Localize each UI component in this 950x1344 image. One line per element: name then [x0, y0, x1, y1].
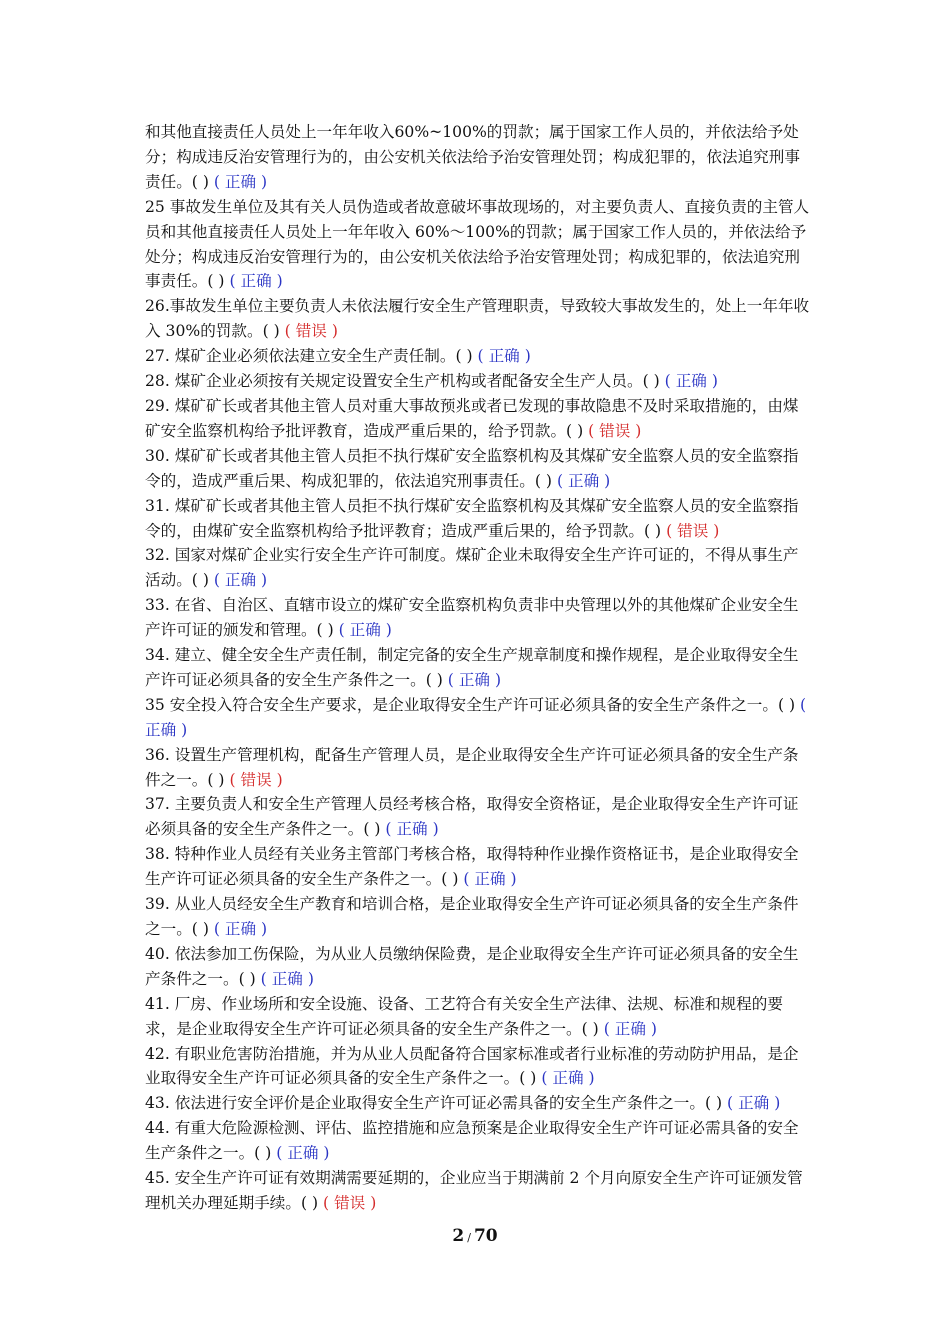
question-text: 27. 煤矿企业必须依法建立安全生产责任制。( ) — [145, 347, 478, 366]
question-text: 28. 煤矿企业必须按有关规定设置安全生产机构或者配备安全生产人员。( ) — [145, 372, 665, 391]
question-item — [145, 792, 813, 842]
question-item — [145, 394, 813, 444]
answer-correct: ( 正确 ) — [229, 272, 283, 291]
current-page: 2 — [452, 1226, 465, 1246]
question-text: 40. 依法参加工伤保险，为从业人员缴纳保险费，是企业取得安全生产许可证必须具备的安全生产条件之一。( ) — [145, 944, 799, 988]
question-item — [145, 294, 813, 344]
question-item — [145, 543, 813, 593]
page-number — [0, 1226, 950, 1246]
question-text: 和其他直接责任人员处上一年年收入60%~100%的罚款；属于国家工作人员的，并依法给予处分；构成违反治安管理行为的，由公安机关依法给予治安管理处罚；构成犯罪的，依法追究刑事责任。( ) — [145, 123, 800, 191]
question-item — [145, 1091, 813, 1116]
question-item — [145, 120, 813, 195]
question-text: 43. 依法进行安全评价是企业取得安全生产许可证必需具备的安全生产条件之一。( ) — [145, 1094, 728, 1113]
question-item — [145, 1116, 813, 1166]
question-item — [145, 1166, 813, 1216]
answer-correct: ( 正确 ) — [477, 347, 531, 366]
answer-wrong: ( 错误 ) — [666, 521, 720, 540]
question-text: 30. 煤矿矿长或者其他主管人员拒不执行煤矿安全监察机构及其煤矿安全监察人员的安全监察指令的，造成严重后果、构成犯罪的，依法追究刑事责任。( ) — [145, 446, 799, 490]
question-text: 45. 安全生产许可证有效期满需要延期的，企业应当于期满前 2 个月向原安全生产许可证颁发管理机关办理延期手续。( ) — [145, 1169, 803, 1212]
question-text: 35 安全投入符合安全生产要求，是企业取得安全生产许可证必须具备的安全生产条件之一。( ) — [145, 695, 801, 714]
question-item — [145, 842, 813, 892]
question-text: 25 事故发生单位及其有关人员伪造或者故意破坏事故现场的，对主要负责人、直接负责的主管人员和其他直接责任人员处上一年年收入 60%～100%的罚款；属于国家工作人员的，并依法给予处分；构成违反治安管理行为的，由公安机关依法给予治安管理处罚；构成犯罪的，依法追究刑事责任。( ) — [145, 197, 810, 291]
answer-correct: ( 正确 ) — [338, 621, 392, 640]
question-text: 29. 煤矿矿长或者其他主管人员对重大事故预兆或者已发现的事故隐患不及时采取措施的，由煤矿安全监察机构给予批评教育，造成严重后果的，给予罚款。( ) — [145, 396, 799, 440]
question-item — [145, 1042, 813, 1092]
question-text: 44. 有重大危险源检测、评估、监控措施和应急预案是企业取得安全生产许可证必需具备的安全生产条件之一。( ) — [145, 1119, 799, 1163]
question-text: 33. 在省、自治区、直辖市设立的煤矿安全监察机构负责非中央管理以外的其他煤矿企业安全生产许可证的颁发和管理。( ) — [145, 596, 799, 640]
question-text: 42. 有职业危害防治措施，并为从业人员配备符合国家标准或者行业标准的劳动防护用品，是企业取得安全生产许可证必须具备的安全生产条件之一。( ) — [145, 1044, 799, 1088]
question-text: 37. 主要负责人和安全生产管理人员经考核合格，取得安全资格证，是企业取得安全生产许可证必须具备的安全生产条件之一。( ) — [145, 795, 799, 839]
answer-correct: ( 正确 ) — [385, 820, 439, 839]
answer-correct: ( 正确 ) — [260, 969, 314, 988]
question-item — [145, 693, 813, 743]
question-item — [145, 892, 813, 942]
answer-wrong: ( 错误 ) — [588, 421, 642, 440]
answer-correct: ( 正确 ) — [603, 1019, 657, 1038]
answer-wrong: ( 错误 ) — [229, 770, 283, 789]
answer-wrong: ( 错误 ) — [323, 1193, 377, 1212]
question-item — [145, 593, 813, 643]
answer-correct: ( 正确 ) — [664, 372, 718, 391]
question-list — [145, 120, 813, 1216]
question-text: 34. 建立、健全安全生产责任制，制定完备的安全生产规章制度和操作规程，是企业取得安全生产许可证必须具备的安全生产条件之一。( ) — [145, 646, 799, 689]
question-item — [145, 494, 813, 544]
question-item — [145, 195, 813, 295]
question-item — [145, 344, 813, 369]
question-text: 31. 煤矿矿长或者其他主管人员拒不执行煤矿安全监察机构及其煤矿安全监察人员的安全监察指令的，由煤矿安全监察机构给予批评教育；造成严重后果的，给予罚款。( ) — [145, 496, 799, 540]
question-text: 38. 特种作业人员经有关业务主管部门考核合格，取得特种作业操作资格证书，是企业取得安全生产许可证必须具备的安全生产条件之一。( ) — [145, 845, 799, 889]
answer-correct: ( 正确 ) — [556, 471, 611, 490]
question-text: 39. 从业人员经安全生产教育和培训合格，是企业取得安全生产许可证必须具备的安全生产条件之一。( ) — [145, 895, 799, 938]
question-item — [145, 643, 813, 693]
total-pages: 70 — [473, 1226, 498, 1246]
question-text: 26.事故发生单位主要负责人未依法履行安全生产管理职责，导致较大事故发生的，处上一年年收入 30%的罚款。( ) — [145, 297, 810, 341]
question-item — [145, 743, 813, 793]
answer-correct: ( 正确 ) — [213, 571, 268, 590]
question-text: 36. 设置生产管理机构，配备生产管理人员，是企业取得安全生产许可证必须具备的安全生产条件之一。( ) — [145, 745, 799, 789]
answer-correct: ( 正确 ) — [145, 695, 807, 739]
answer-correct: ( 正确 ) — [541, 1069, 595, 1088]
question-item — [145, 369, 813, 394]
question-text: 41. 厂房、作业场所和安全设施、设备、工艺符合有关安全生产法律、法规、标准和规程的要求，是企业取得安全生产许可证必须具备的安全生产条件之一。( ) — [145, 994, 783, 1038]
question-item — [145, 942, 813, 992]
answer-correct: ( 正确 ) — [727, 1094, 781, 1113]
page-separator: / — [467, 1231, 471, 1244]
question-item — [145, 444, 813, 494]
answer-correct: ( 正确 ) — [463, 870, 517, 889]
question-text: 32. 国家对煤矿企业实行安全生产许可制度。煤矿企业未取得安全生产许可证的，不得从事生产活动。( ) — [145, 546, 799, 590]
answer-correct: ( 正确 ) — [276, 1144, 330, 1163]
question-item — [145, 992, 813, 1042]
answer-correct: ( 正确 ) — [213, 920, 268, 938]
answer-correct: ( 正确 ) — [447, 670, 502, 689]
answer-correct: ( 正确 ) — [213, 172, 268, 191]
answer-wrong: ( 错误 ) — [284, 322, 338, 341]
